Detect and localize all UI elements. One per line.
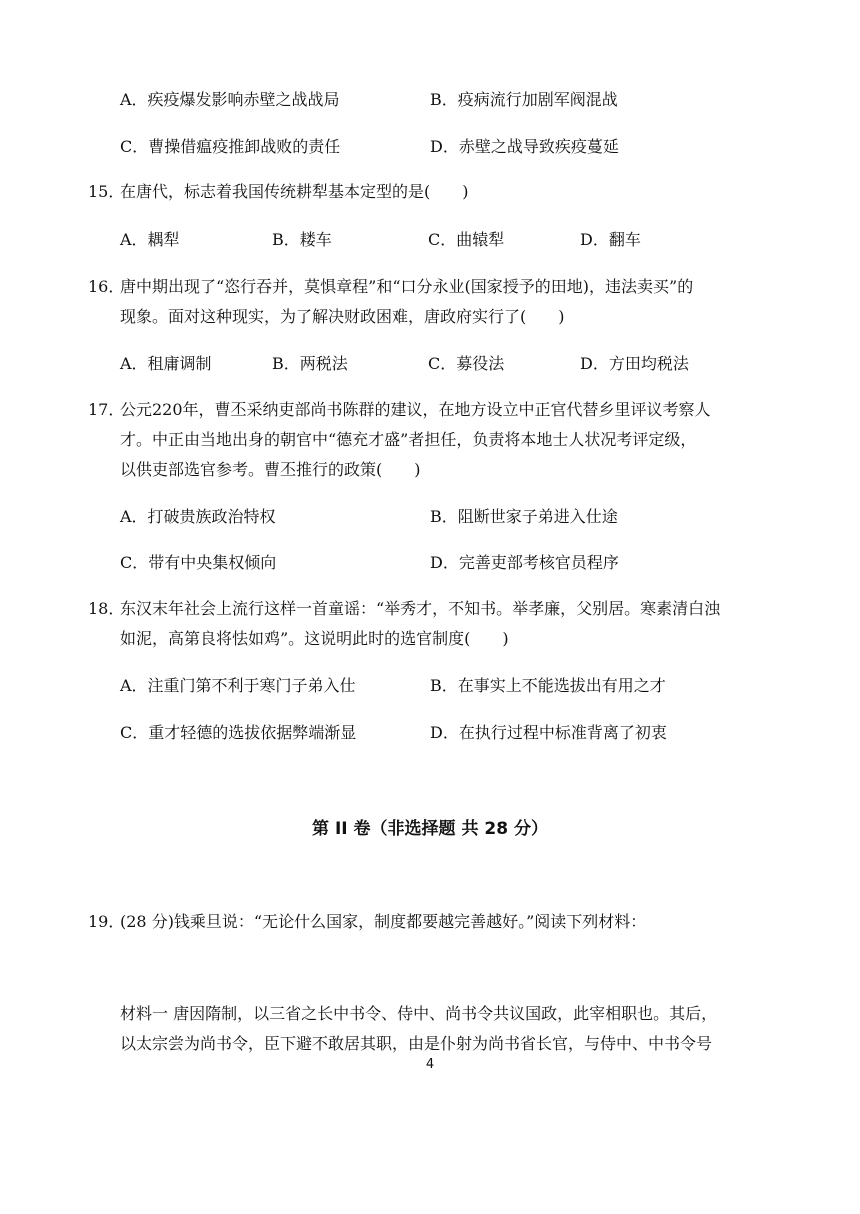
section-title: 第 II 卷（非选择题 共 28 分） <box>312 819 548 839</box>
q17-option-d: D．完善吏部考核官员程序 <box>430 553 619 572</box>
q17-option-c: C．带有中央集权倾向 <box>120 553 277 572</box>
q18-option-c: C．重才轻德的选拔依据弊端渐显 <box>120 723 357 742</box>
q14-option-d: D．赤壁之战导致疾疫蔓延 <box>430 137 619 156</box>
q16-number: 16． <box>88 277 125 296</box>
q18-option-d: D．在执行过程中标准背离了初衷 <box>430 723 667 742</box>
q17-option-b: B．阻断世家子弟进入仕途 <box>430 507 618 526</box>
q18-option-a: A．注重门第不利于寒门子弟入仕 <box>120 676 356 695</box>
q18-number: 18． <box>88 599 125 618</box>
q15-option-a: A．耦犁 <box>120 230 180 249</box>
q17-option-a: A．打破贵族政治特权 <box>120 507 276 526</box>
q14-option-b: B．疫病流行加剧军阀混战 <box>430 90 618 109</box>
q18-stem-line-1: 东汉末年社会上流行这样一首童谣：“举秀才，不知书。举孝廉，父别居。寒素清白浊 <box>120 599 721 618</box>
material1-line-2: 以太宗尝为尚书令，臣下避不敢居其职，由是仆射为尚书省长官，与侍中、中书令号 <box>120 1034 713 1053</box>
q19-stem: (28 分)钱乘旦说：“无论什么国家，制度都要越完善越好。”阅读下列材料： <box>120 912 647 931</box>
q16-option-c: C．募役法 <box>428 354 505 373</box>
q16-option-d: D．方田均税法 <box>580 354 689 373</box>
q17-stem-line-3: 以供吏部选官参考。曹丕推行的政策( ) <box>120 460 421 479</box>
q18-option-b: B．在事实上不能选拔出有用之才 <box>430 676 666 695</box>
q15-option-d: D．翻车 <box>580 230 641 249</box>
q17-stem-line-2: 才。中正由当地出身的朝官中“德充才盛”者担任，负责将本地士人状况考评定级， <box>120 430 697 449</box>
q17-number: 17． <box>88 400 125 419</box>
q14-option-a: A．疾疫爆发影响赤壁之战战局 <box>120 90 340 109</box>
q15-number: 15． <box>88 182 125 201</box>
material1-line-1: 材料一 唐因隋制，以三省之长中书令、侍中、尚书令共议国政，此宰相职也。其后， <box>120 1004 718 1023</box>
q16-option-a: A．租庸调制 <box>120 354 212 373</box>
q18-stem-line-2: 如泥，高第良将怯如鸡”。这说明此时的选官制度( ) <box>120 629 509 648</box>
q19-number: 19． <box>88 912 125 931</box>
q14-option-c: C．曹操借瘟疫推卸战败的责任 <box>120 137 341 156</box>
q16-option-b: B．两税法 <box>272 354 348 373</box>
q16-stem-line-1: 唐中期出现了“恣行吞并，莫惧章程”和“口分永业(国家授予的田地)，违法卖买”的 <box>120 277 694 296</box>
q17-stem-line-1: 公元220年，曹丕采纳吏部尚书陈群的建议，在地方设立中正官代替乡里评议考察人 <box>120 400 711 419</box>
q16-stem-line-2: 现象。面对这种现实，为了解决财政困难，唐政府实行了( ) <box>120 307 565 326</box>
q15-stem: 在唐代，标志着我国传统耕犁基本定型的是( ) <box>120 182 469 201</box>
q15-option-b: B．耧车 <box>272 230 332 249</box>
q15-option-c: C．曲辕犁 <box>428 230 505 249</box>
page-number: 4 <box>425 1057 435 1072</box>
